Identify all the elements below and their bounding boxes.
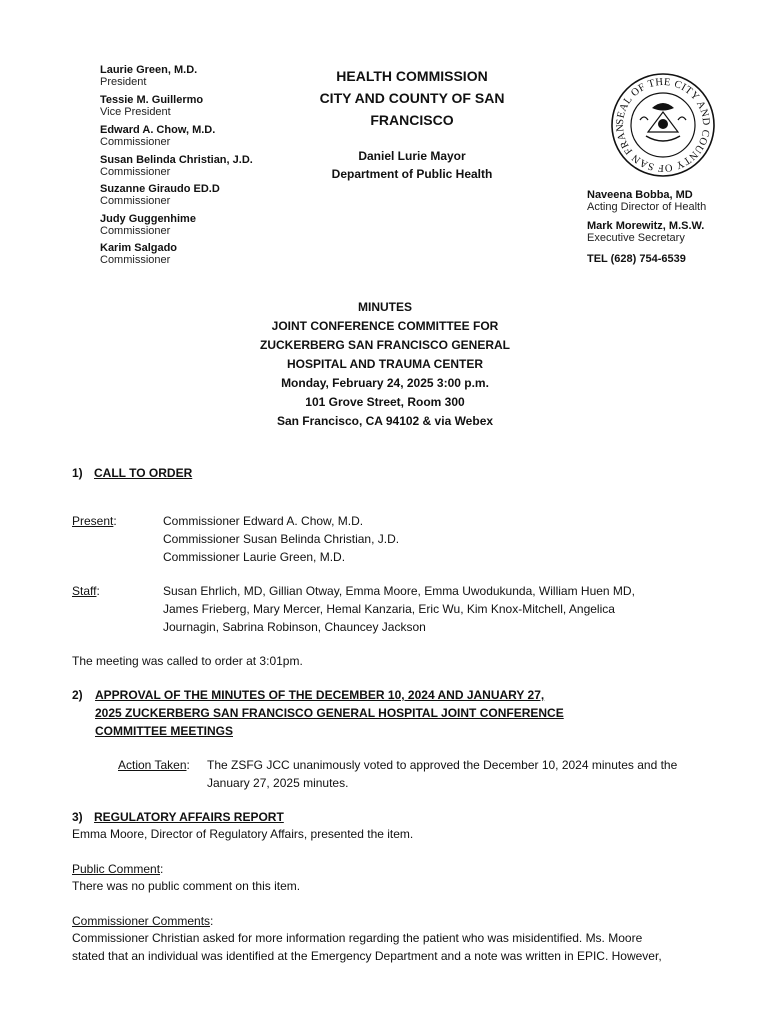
staff-entry: [587, 189, 767, 220]
section-2-heading: [72, 686, 732, 740]
staff-line: James Frieberg, Mary Mercer, Hemal Kanzaria, Eric Wu, Kim Knox-Mitchell, Angelica: [163, 602, 615, 616]
commissioner-name: Edward A. Chow, M.D.: [100, 124, 216, 136]
seal-text: SEAL OF THE CITY AND COUNTY OF SAN FRAN: [614, 76, 712, 174]
minutes-header: [160, 298, 610, 431]
action-line: January 27, 2025 minutes.: [207, 776, 349, 790]
section-title: REGULATORY AFFAIRS REPORT: [94, 810, 284, 824]
commissioner-entry: [100, 242, 300, 272]
public-comment-label-wrap: Public Comment:: [72, 862, 164, 876]
section-number: 1): [72, 466, 83, 480]
minutes-header-line: JOINT CONFERENCE COMMITTEE FOR: [271, 319, 499, 333]
action-text: [207, 756, 767, 792]
staff-role: Acting Director of Health: [587, 201, 707, 213]
commissioner-name: Karim Salgado: [100, 242, 178, 254]
staff-name: Mark Morewitz, M.S.W.: [587, 220, 705, 232]
section-title: CALL TO ORDER: [94, 466, 193, 480]
header-title-line: HEALTH COMMISSION: [336, 68, 488, 84]
action-line: The ZSFG JCC unanimously voted to approved the December 10, 2024 minutes and the: [207, 758, 678, 772]
header-block: [290, 65, 534, 183]
commissioner-role: Vice President: [100, 106, 171, 118]
commissioner-entry: [100, 154, 300, 183]
commissioner-comments-label-wrap: Commissioner Comments:: [72, 914, 214, 928]
commissioner-entry: [100, 183, 300, 213]
public-comment-label: Public Comment: [72, 862, 161, 876]
commissioner-role: Commissioner: [100, 166, 171, 178]
section-1-heading: [72, 464, 192, 482]
staff-line: Susan Ehrlich, MD, Gillian Otway, Emma Moore, Emma Uwodukunda, William Huen MD,: [163, 584, 635, 598]
staff-entry: [587, 220, 767, 251]
present-item: Commissioner Edward A. Chow, M.D.: [163, 514, 364, 528]
commissioner-entry: [100, 213, 300, 242]
comment-line: stated that an individual was identified at the Emergency Department and a note was written in EPIC. However,: [72, 949, 662, 963]
commissioner-role: Commissioner: [100, 136, 171, 148]
commissioner-entry: [100, 94, 300, 124]
section-title-line: COMMITTEE MEETINGS: [95, 724, 233, 738]
staff-list: [163, 582, 763, 636]
action-label: Action Taken: [118, 758, 187, 772]
present-item: Commissioner Susan Belinda Christian, J.D.: [163, 532, 400, 546]
commissioner-entry: [100, 64, 300, 94]
public-comment-text: There was no public comment on this item.: [72, 879, 301, 893]
minutes-header-line: Monday, February 24, 2025 3:00 p.m.: [281, 376, 489, 390]
action-label-wrap: Action Taken:: [118, 758, 190, 772]
staff-line: Journagin, Sabrina Robinson, Chauncey Jackson: [163, 620, 426, 634]
commissioner-entry: [100, 124, 300, 154]
present-list: [163, 512, 723, 566]
minutes-header-line: ZUCKERBERG SAN FRANCISCO GENERAL: [259, 338, 510, 352]
commissioner-name: Laurie Green, M.D.: [100, 64, 198, 76]
section-3-heading: [72, 808, 284, 826]
department-line: Department of Public Health: [331, 167, 493, 181]
minutes-header-line: 101 Grove Street, Room 300: [305, 395, 465, 409]
comment-line: Commissioner Christian asked for more information regarding the patient who was misidentified. Ms. Moore: [72, 931, 643, 945]
header-title-line: CITY AND COUNTY OF SAN: [319, 90, 505, 106]
commissioner-role: Commissioner: [100, 195, 171, 207]
commissioner-name: Suzanne Giraudo ED.D: [100, 183, 220, 195]
section-3-presenter: Emma Moore, Director of Regulatory Affairs, presented the item.: [72, 827, 414, 841]
section-title-line: 2025 ZUCKERBERG SAN FRANCISCO GENERAL HOSPITAL JOINT CONFERENCE: [95, 706, 564, 720]
commissioner-name: Susan Belinda Christian, J.D.: [100, 154, 253, 166]
seal-icon: [610, 72, 716, 178]
mayor-line: Daniel Lurie Mayor: [358, 149, 466, 163]
header-title-line: FRANCISCO: [370, 112, 454, 128]
commissioner-comments-label: Commissioner Comments: [72, 914, 211, 928]
commissioner-role: President: [100, 76, 147, 88]
section-number: 2): [72, 688, 83, 702]
commissioner-role: Commissioner: [100, 254, 171, 266]
commissioner-comments-text: [72, 929, 762, 965]
minutes-header-line: San Francisco, CA 94102 & via Webex: [276, 414, 494, 428]
present-label-wrap: Present:: [72, 514, 117, 528]
minutes-header-line: HOSPITAL AND TRAUMA CENTER: [287, 357, 483, 371]
commissioner-role: Commissioner: [100, 225, 171, 237]
commissioner-name: Tessie M. Guillermo: [100, 94, 204, 106]
staff-label: Staff: [72, 584, 97, 598]
commissioner-name: Judy Guggenhime: [100, 213, 196, 225]
staff-label-wrap: Staff:: [72, 584, 100, 598]
section-title-line: APPROVAL OF THE MINUTES OF THE DECEMBER 10, 2024 AND JANUARY 27,: [95, 688, 545, 702]
staff-name: Naveena Bobba, MD: [587, 189, 693, 201]
minutes-header-line: MINUTES: [358, 300, 412, 314]
staff-role: Executive Secretary: [587, 232, 685, 244]
city-seal: [610, 72, 716, 178]
section-number: 3): [72, 810, 83, 824]
telephone: TEL (628) 754-6539: [587, 253, 686, 265]
present-item: Commissioner Laurie Green, M.D.: [163, 550, 346, 564]
commissioner-list: [100, 64, 300, 272]
director-block: [587, 189, 767, 265]
present-label: Present: [72, 514, 114, 528]
call-to-order-text: The meeting was called to order at 3:01pm.: [72, 654, 303, 668]
